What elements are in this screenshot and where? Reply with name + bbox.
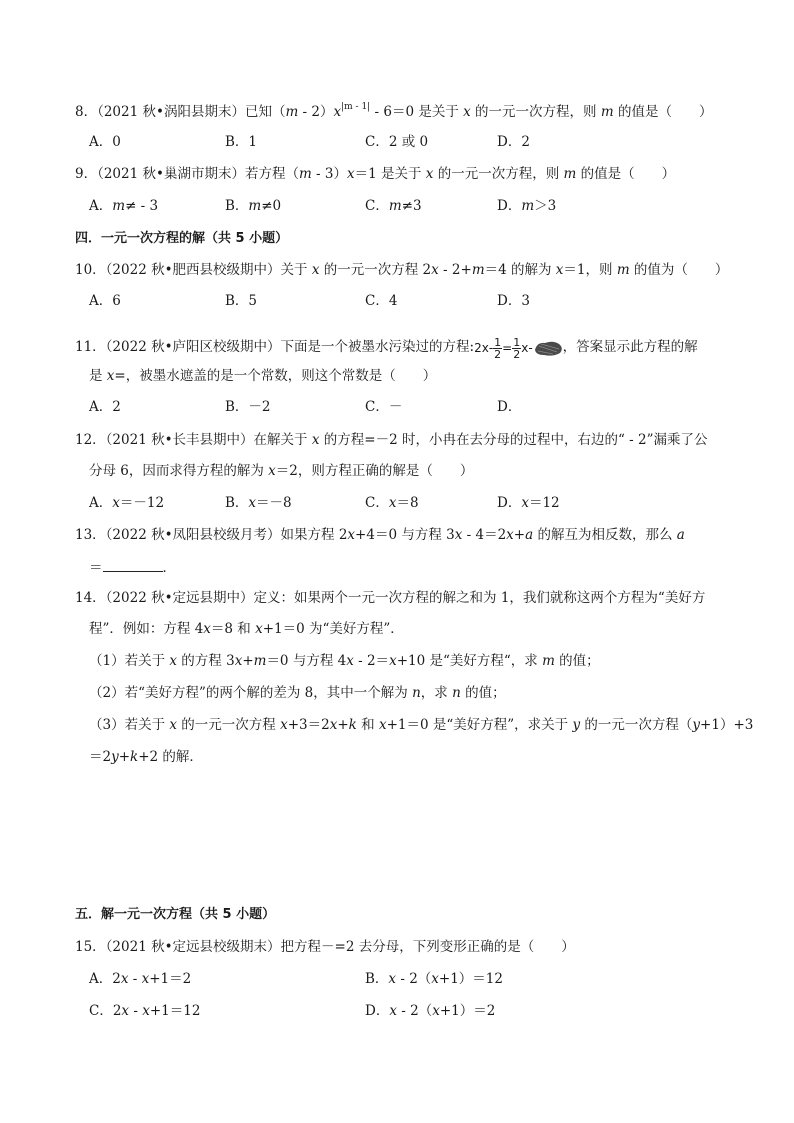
- question-14-part-1: （1）若关于 x 的方程 3x+m＝0 与方程 4x - 2＝x+10 是“美好方程“，求 m 的值；: [89, 653, 600, 669]
- question-14-part-3: （3）若关于 x 的一元一次方程 x+3＝2x+k 和 x+1＝0 是“美好方程”，求关于 y 的一元一次方程（y+1）+3: [89, 717, 754, 733]
- option-c[interactable]: C．4: [365, 293, 398, 309]
- question-10: 10．（2022 秋•肥西县校级期中）关于 x 的一元一次方程 2x - 2+m＝4 的解为 x＝1，则 m 的值为（ ）: [75, 262, 729, 278]
- ink-blot-icon: [533, 340, 563, 356]
- fraction: $\frac{1}{2}$: [494, 335, 502, 361]
- question-12-line-2: 分母 6，因而求得方程的解为 x＝2，则方程正确的解是（ ）: [89, 463, 474, 479]
- option-b[interactable]: B．x - 2（x+1）＝12: [365, 971, 503, 987]
- option-b[interactable]: B．5: [225, 293, 258, 309]
- question-14-part-2: （2）若“美好方程”的两个解的差为 8，其中一个解为 n，求 n 的值；: [89, 685, 506, 701]
- question-15-options-row-1: [0, 970, 794, 988]
- option-b[interactable]: B．1: [225, 134, 258, 150]
- question-9-options: [0, 197, 794, 215]
- option-c[interactable]: C．－: [365, 399, 403, 415]
- option-d[interactable]: D．: [497, 399, 522, 415]
- answer-blank[interactable]: [103, 557, 163, 572]
- option-a[interactable]: A．m≠ - 3: [89, 198, 159, 214]
- question-12-options: [0, 494, 794, 512]
- question-11: 11．（2022 秋•庐阳区校级期中）下面是一个被墨水污染过的方程:2x- $\frac{1}{2}$ = $\frac{1}{2}$ x- ，答案显示此方程的解: [75, 335, 698, 361]
- question-8: 8．（2021 秋•涡阳县期末）已知$(m - 2)x^{|m - 1|} - 6=0$ 是关于 x 的一元一次方程，则 m 的值是（ ）: [75, 102, 713, 120]
- option-d[interactable]: D．x - 2（x+1）＝2: [365, 1003, 496, 1019]
- question-8-options: [0, 133, 794, 151]
- option-c[interactable]: C．2x - x+1＝12: [89, 1003, 201, 1019]
- option-a[interactable]: A．6: [89, 293, 121, 309]
- option-a[interactable]: A．x＝－12: [89, 495, 165, 511]
- option-d[interactable]: D．3: [497, 293, 530, 309]
- question-9: 9．（2021 秋•巢湖市期末）若方程（m - 3）x＝1 是关于 x 的一元一次方程，则 m 的值是（ ）: [75, 166, 676, 182]
- option-b[interactable]: B．m≠0: [225, 198, 282, 214]
- fraction: $\frac{1}{2}$: [513, 335, 521, 361]
- question-13: 13．（2022 秋•凤阳县校级月考）如果方程 2x+4＝0 与方程 3x - 4＝2x+a 的解互为相反数，那么 a: [75, 527, 685, 543]
- question-14: 14．（2022 秋•定远县期中）定义：如果两个一元一次方程的解之和为 1，我们就称这两个方程为“美好方: [75, 590, 706, 606]
- option-c[interactable]: C．x＝8: [365, 495, 419, 511]
- question-10-options: [0, 292, 794, 310]
- question-14-part-3-line-2: ＝2y+k+2 的解．: [89, 749, 203, 765]
- option-b[interactable]: B．x＝－8: [225, 495, 292, 511]
- option-a[interactable]: A．0: [89, 134, 121, 150]
- option-c[interactable]: C．m≠3: [365, 198, 422, 214]
- question-12: 12．（2021 秋•长丰县期中）在解关于 x 的方程=－2 时，小冉在去分母的过程中，右边的“ - 2”漏乘了公: [75, 432, 708, 448]
- option-a[interactable]: A．2x - x+1＝2: [89, 971, 192, 987]
- option-c[interactable]: C．2 或 0: [365, 134, 429, 150]
- section-heading-4: 四．一元一次方程的解（共 5 小题）: [75, 231, 289, 246]
- question-15-options-row-2: [0, 1002, 794, 1020]
- exponent: |m - 1|: [341, 102, 371, 112]
- option-b[interactable]: B．－2: [225, 399, 271, 415]
- question-15: 15．（2021 秋•定远县校级期末）把方程－=2 去分母，下列变形正确的是（ ）: [75, 939, 575, 955]
- ink-stained-equation: 2x- $\frac{1}{2}$ = $\frac{1}{2}$ x-: [474, 336, 563, 360]
- option-d[interactable]: D．x＝12: [497, 495, 560, 511]
- section-heading-5: 五．解一元一次方程（共 5 小题）: [75, 907, 276, 922]
- option-a[interactable]: A．2: [89, 399, 121, 415]
- question-13-line-2: ＝ ．: [89, 557, 176, 577]
- question-11-options: [0, 398, 794, 416]
- question-14-line-2: 程”．例如：方程 4x＝8 和 x+1＝0 为“美好方程”．: [89, 621, 404, 637]
- question-11-line-2: 是 x=，被墨水遮盖的是一个常数，则这个常数是（ ）: [89, 368, 437, 384]
- option-d[interactable]: D．m＞3: [497, 198, 557, 214]
- option-d[interactable]: D．2: [497, 134, 530, 150]
